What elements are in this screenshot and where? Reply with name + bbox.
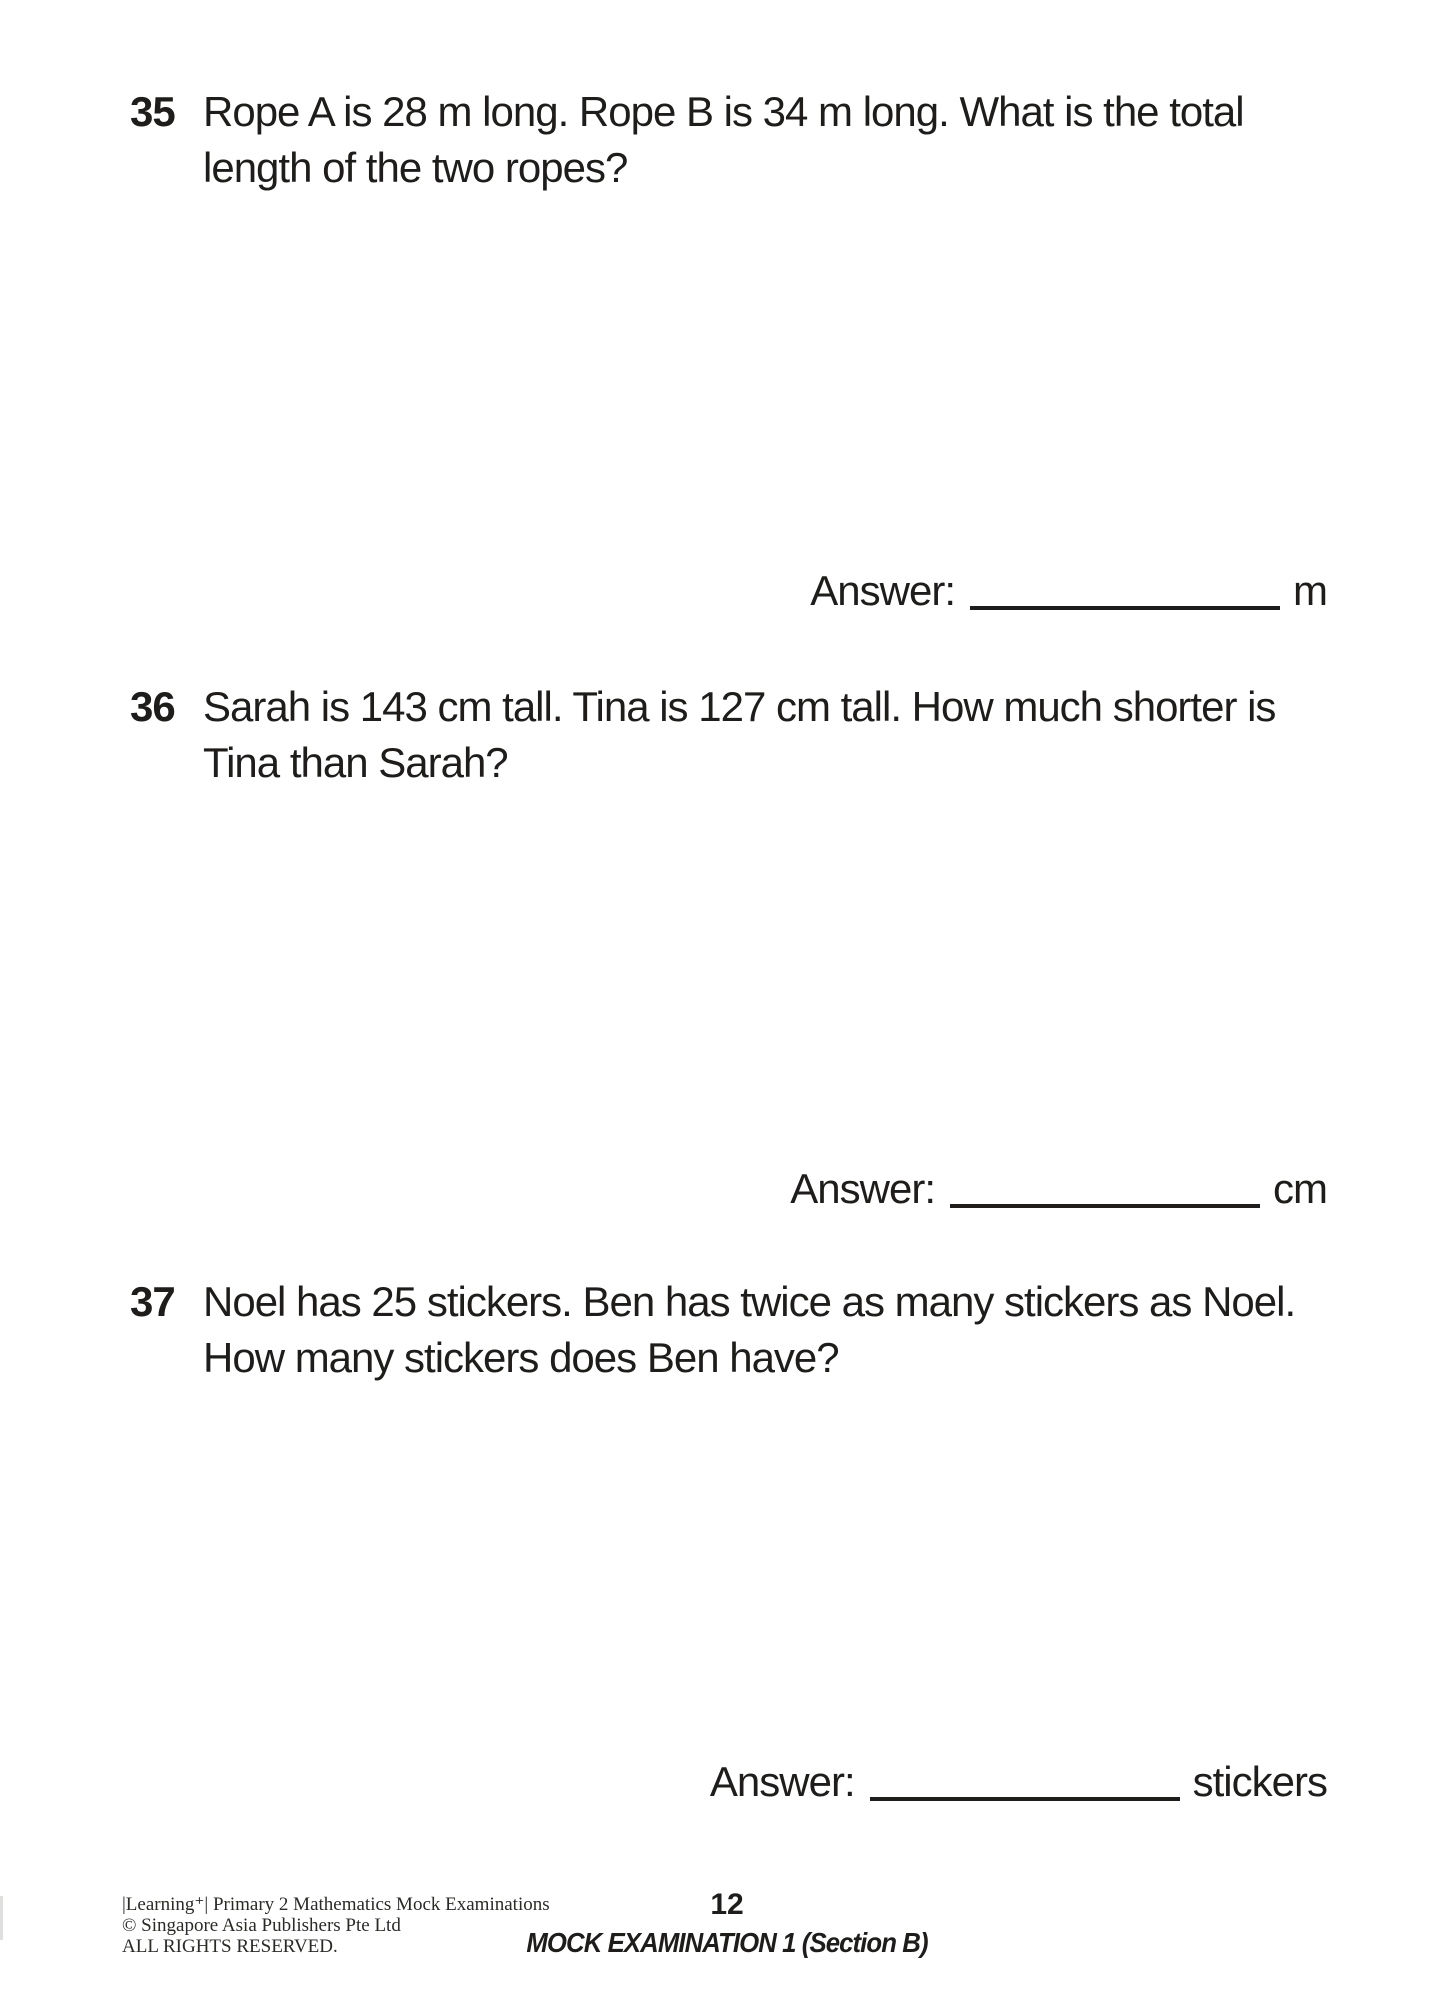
question-36-line-2: Tina than Sarah? [203, 739, 508, 786]
answer-blank-line [950, 1204, 1260, 1208]
answer-unit: m [1293, 567, 1327, 614]
question-35-line-1: Rope A is 28 m long. Rope B is 34 m long. What is the total [203, 88, 1244, 135]
question-37-text [203, 1274, 1295, 1386]
question-36 [130, 679, 1275, 791]
question-35 [130, 84, 1244, 196]
imprint-line-1: |Learning⁺| Primary 2 Mathematics Mock Examinations [122, 1894, 550, 1915]
question-36-line-1: Sarah is 143 cm tall. Tina is 127 cm tall. How much shorter is [203, 683, 1276, 730]
answer-row-35 [810, 563, 1327, 619]
answer-blank-line [870, 1797, 1180, 1801]
answer-row-37 [710, 1754, 1327, 1810]
imprint-line-2: © Singapore Asia Publishers Pte Ltd [122, 1915, 401, 1936]
question-35-text [203, 84, 1244, 196]
imprint-line-3: ALL RIGHTS RESERVED. [122, 1936, 338, 1957]
question-37-line-1: Noel has 25 stickers. Ben has twice as many stickers as Noel. [203, 1278, 1296, 1325]
answer-row-36 [790, 1161, 1327, 1217]
page-number: 12 [710, 1888, 744, 1921]
question-35-line-2: length of the two ropes? [203, 144, 628, 191]
question-36-number: 36 [130, 683, 175, 730]
answer-label: Answer: [790, 1165, 935, 1212]
question-37-number: 37 [130, 1278, 175, 1325]
question-36-text [203, 679, 1275, 791]
answer-unit: stickers [1192, 1758, 1327, 1805]
question-37 [130, 1274, 1295, 1386]
answer-label: Answer: [709, 1758, 855, 1805]
question-35-number: 35 [130, 88, 175, 135]
question-37-line-2: How many stickers does Ben have? [203, 1334, 839, 1381]
answer-unit: cm [1273, 1165, 1327, 1212]
answer-blank-line [970, 606, 1280, 610]
section-label: MOCK EXAMINATION 1 (Section B) [526, 1927, 928, 1958]
answer-label: Answer: [810, 567, 955, 614]
